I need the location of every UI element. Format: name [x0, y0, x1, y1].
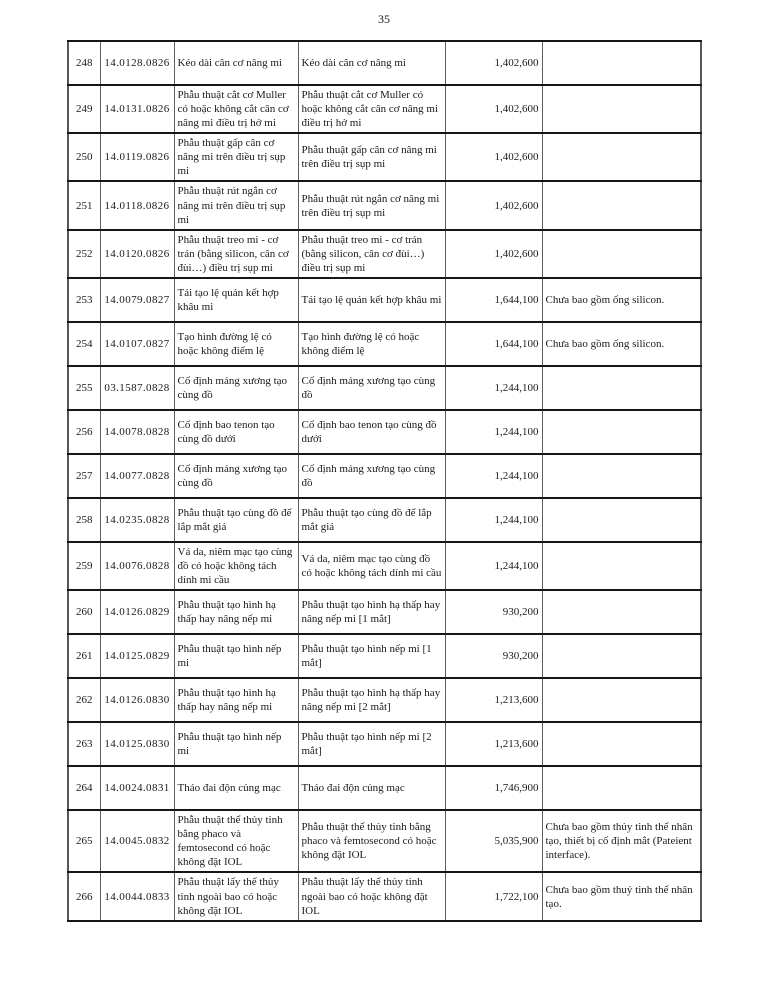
- price-cell: 1,722,100: [445, 872, 542, 920]
- service-code-cell: 14.0107.0827: [100, 322, 174, 366]
- price-cell: 1,213,600: [445, 678, 542, 722]
- row-number-cell: 256: [68, 410, 100, 454]
- service-name-detail-cell: Phẫu thuật rút ngắn cơ nâng mi trên điều trị sụp mi: [298, 181, 445, 229]
- service-name-cell: Phẫu thuật cắt cơ Muller có hoặc không cắt cân cơ nâng mi điều trị hở mi: [174, 85, 298, 133]
- note-cell: [542, 181, 701, 229]
- row-number-cell: 254: [68, 322, 100, 366]
- service-name-detail-cell: Phẫu thuật gấp cân cơ nâng mi trên điều trị sụp mi: [298, 133, 445, 181]
- note-cell: Chưa bao gồm thuỷ tinh thể nhân tạo.: [542, 872, 701, 920]
- service-code-cell: 14.0076.0828: [100, 542, 174, 590]
- row-number-cell: 264: [68, 766, 100, 810]
- note-cell: Chưa bao gồm ống silicon.: [542, 278, 701, 322]
- table-row: [68, 278, 701, 322]
- row-number-cell: 266: [68, 872, 100, 920]
- table-row: [68, 41, 701, 85]
- row-number-cell: 249: [68, 85, 100, 133]
- table-row: [68, 634, 701, 678]
- note-cell: [542, 230, 701, 278]
- service-name-cell: Tạo hình đường lệ có hoặc không điểm lệ: [174, 322, 298, 366]
- service-code-cell: 14.0118.0826: [100, 181, 174, 229]
- row-number-cell: 261: [68, 634, 100, 678]
- service-name-detail-cell: Phẫu thuật tạo hình hạ thấp hay nâng nếp mi [2 mắt]: [298, 678, 445, 722]
- price-cell: 1,244,100: [445, 410, 542, 454]
- price-cell: 930,200: [445, 634, 542, 678]
- service-name-detail-cell: Cố định mảng xương tạo cùng đồ: [298, 454, 445, 498]
- service-name-cell: Phẫu thuật gấp cân cơ nâng mi trên điều trị sụp mi: [174, 133, 298, 181]
- row-number-cell: 265: [68, 810, 100, 872]
- note-cell: [542, 590, 701, 634]
- service-name-detail-cell: Cố định mảng xương tạo cùng đồ: [298, 366, 445, 410]
- service-name-cell: Vá da, niêm mạc tạo cùng đồ có hoặc không tách dính mi cầu: [174, 542, 298, 590]
- service-code-cell: 14.0128.0826: [100, 41, 174, 85]
- price-cell: 1,244,100: [445, 498, 542, 542]
- service-name-cell: Phẫu thuật lấy thể thủy tinh ngoài bao có hoặc không đặt IOL: [174, 872, 298, 920]
- note-cell: [542, 722, 701, 766]
- table-row: [68, 133, 701, 181]
- row-number-cell: 257: [68, 454, 100, 498]
- table-row: [68, 590, 701, 634]
- row-number-cell: 262: [68, 678, 100, 722]
- service-name-detail-cell: Tháo đai độn củng mạc: [298, 766, 445, 810]
- price-cell: 1,402,600: [445, 41, 542, 85]
- note-cell: [542, 41, 701, 85]
- service-name-cell: Phẫu thuật rút ngắn cơ nâng mi trên điều trị sụp mi: [174, 181, 298, 229]
- note-cell: [542, 85, 701, 133]
- note-cell: [542, 410, 701, 454]
- table-row: [68, 366, 701, 410]
- note-cell: [542, 498, 701, 542]
- table-row: [68, 722, 701, 766]
- row-number-cell: 263: [68, 722, 100, 766]
- note-cell: [542, 678, 701, 722]
- price-cell: 1,402,600: [445, 230, 542, 278]
- service-code-cell: 14.0235.0828: [100, 498, 174, 542]
- service-name-detail-cell: Tái tạo lệ quản kết hợp khâu mi: [298, 278, 445, 322]
- service-code-cell: 14.0126.0829: [100, 590, 174, 634]
- service-code-cell: 14.0119.0826: [100, 133, 174, 181]
- note-cell: [542, 454, 701, 498]
- service-name-cell: Phẫu thuật tạo cùng đồ để lắp mắt giả: [174, 498, 298, 542]
- service-name-cell: Tháo đai độn củng mạc: [174, 766, 298, 810]
- price-cell: 1,244,100: [445, 366, 542, 410]
- price-cell: 1,244,100: [445, 454, 542, 498]
- table-row: [68, 678, 701, 722]
- service-name-cell: Cố định mảng xương tạo cùng đồ: [174, 454, 298, 498]
- note-cell: [542, 634, 701, 678]
- service-code-cell: 14.0125.0830: [100, 722, 174, 766]
- service-name-cell: Phẫu thuật tạo hình hạ thấp hay nâng nếp mi: [174, 590, 298, 634]
- price-cell: 1,402,600: [445, 181, 542, 229]
- note-cell: [542, 133, 701, 181]
- price-table: [67, 40, 702, 922]
- service-code-cell: 14.0131.0826: [100, 85, 174, 133]
- price-cell: 1,644,100: [445, 278, 542, 322]
- service-code-cell: 03.1587.0828: [100, 366, 174, 410]
- price-cell: 1,402,600: [445, 133, 542, 181]
- service-name-cell: Tái tạo lệ quản kết hợp khâu mi: [174, 278, 298, 322]
- price-cell: 1,213,600: [445, 722, 542, 766]
- service-name-detail-cell: Phẫu thuật lấy thể thủy tinh ngoài bao có hoặc không đặt IOL: [298, 872, 445, 920]
- row-number-cell: 255: [68, 366, 100, 410]
- service-code-cell: 14.0120.0826: [100, 230, 174, 278]
- row-number-cell: 248: [68, 41, 100, 85]
- note-cell: Chưa bao gồm thủy tinh thể nhân tạo, thiết bị cố định mắt (Pateient interface).: [542, 810, 701, 872]
- service-code-cell: 14.0079.0827: [100, 278, 174, 322]
- service-name-detail-cell: Phẫu thuật tạo hình nếp mi [2 mắt]: [298, 722, 445, 766]
- row-number-cell: 258: [68, 498, 100, 542]
- note-cell: Chưa bao gồm ống silicon.: [542, 322, 701, 366]
- service-code-cell: 14.0126.0830: [100, 678, 174, 722]
- price-cell: 5,035,900: [445, 810, 542, 872]
- service-name-detail-cell: Phẫu thuật thể thủy tinh bằng phaco và femtosecond có hoặc không đặt IOL: [298, 810, 445, 872]
- service-name-detail-cell: Kéo dài cân cơ nâng mi: [298, 41, 445, 85]
- service-code-cell: 14.0125.0829: [100, 634, 174, 678]
- table-row: [68, 810, 701, 872]
- service-name-detail-cell: Phẫu thuật tạo hình nếp mi [1 mắt]: [298, 634, 445, 678]
- table-row: [68, 454, 701, 498]
- note-cell: [542, 766, 701, 810]
- service-name-detail-cell: Phẫu thuật cắt cơ Muller có hoặc không cắt cân cơ nâng mi điều trị hở mi: [298, 85, 445, 133]
- note-cell: [542, 542, 701, 590]
- price-cell: 1,244,100: [445, 542, 542, 590]
- service-code-cell: 14.0077.0828: [100, 454, 174, 498]
- table-row: [68, 766, 701, 810]
- table-row: [68, 85, 701, 133]
- price-cell: 930,200: [445, 590, 542, 634]
- service-name-cell: Cố định mảng xương tạo cùng đồ: [174, 366, 298, 410]
- price-cell: 1,402,600: [445, 85, 542, 133]
- service-code-cell: 14.0045.0832: [100, 810, 174, 872]
- note-cell: [542, 366, 701, 410]
- row-number-cell: 252: [68, 230, 100, 278]
- service-name-detail-cell: Cố định bao tenon tạo cùng đồ dưới: [298, 410, 445, 454]
- service-code-cell: 14.0044.0833: [100, 872, 174, 920]
- price-cell: 1,746,900: [445, 766, 542, 810]
- table-row: [68, 410, 701, 454]
- table-row: [68, 322, 701, 366]
- service-name-detail-cell: Phẫu thuật treo mi - cơ trán (bằng silicon, cân cơ đùi…) điều trị sụp mi: [298, 230, 445, 278]
- service-name-cell: Phẫu thuật tạo hình nếp mi: [174, 634, 298, 678]
- service-name-cell: Phẫu thuật tạo hình hạ thấp hay nâng nếp mi: [174, 678, 298, 722]
- service-name-cell: Phẫu thuật tạo hình nếp mi: [174, 722, 298, 766]
- row-number-cell: 260: [68, 590, 100, 634]
- service-name-cell: Phẫu thuật treo mi - cơ trán (bằng silicon, cân cơ đùi…) điều trị sụp mi: [174, 230, 298, 278]
- page-number: 35: [378, 12, 390, 26]
- service-code-cell: 14.0024.0831: [100, 766, 174, 810]
- table-body: [68, 41, 701, 921]
- row-number-cell: 259: [68, 542, 100, 590]
- table-row: [68, 181, 701, 229]
- table-row: [68, 542, 701, 590]
- service-name-cell: Cố định bao tenon tạo cùng đồ dưới: [174, 410, 298, 454]
- service-code-cell: 14.0078.0828: [100, 410, 174, 454]
- price-cell: 1,644,100: [445, 322, 542, 366]
- service-name-detail-cell: Phẫu thuật tạo hình hạ thấp hay nâng nếp mi [1 mắt]: [298, 590, 445, 634]
- row-number-cell: 251: [68, 181, 100, 229]
- row-number-cell: 253: [68, 278, 100, 322]
- row-number-cell: 250: [68, 133, 100, 181]
- service-name-cell: Kéo dài cân cơ nâng mi: [174, 41, 298, 85]
- service-name-detail-cell: Phẫu thuật tạo cùng đồ để lắp mắt giả: [298, 498, 445, 542]
- service-name-detail-cell: Vá da, niêm mạc tạo cùng đồ có hoặc không tách dính mi cầu: [298, 542, 445, 590]
- table-row: [68, 230, 701, 278]
- service-name-cell: Phẫu thuật thể thủy tinh bằng phaco và femtosecond có hoặc không đặt IOL: [174, 810, 298, 872]
- service-name-detail-cell: Tạo hình đường lệ có hoặc không điểm lệ: [298, 322, 445, 366]
- table-row: [68, 498, 701, 542]
- table-row: [68, 872, 701, 920]
